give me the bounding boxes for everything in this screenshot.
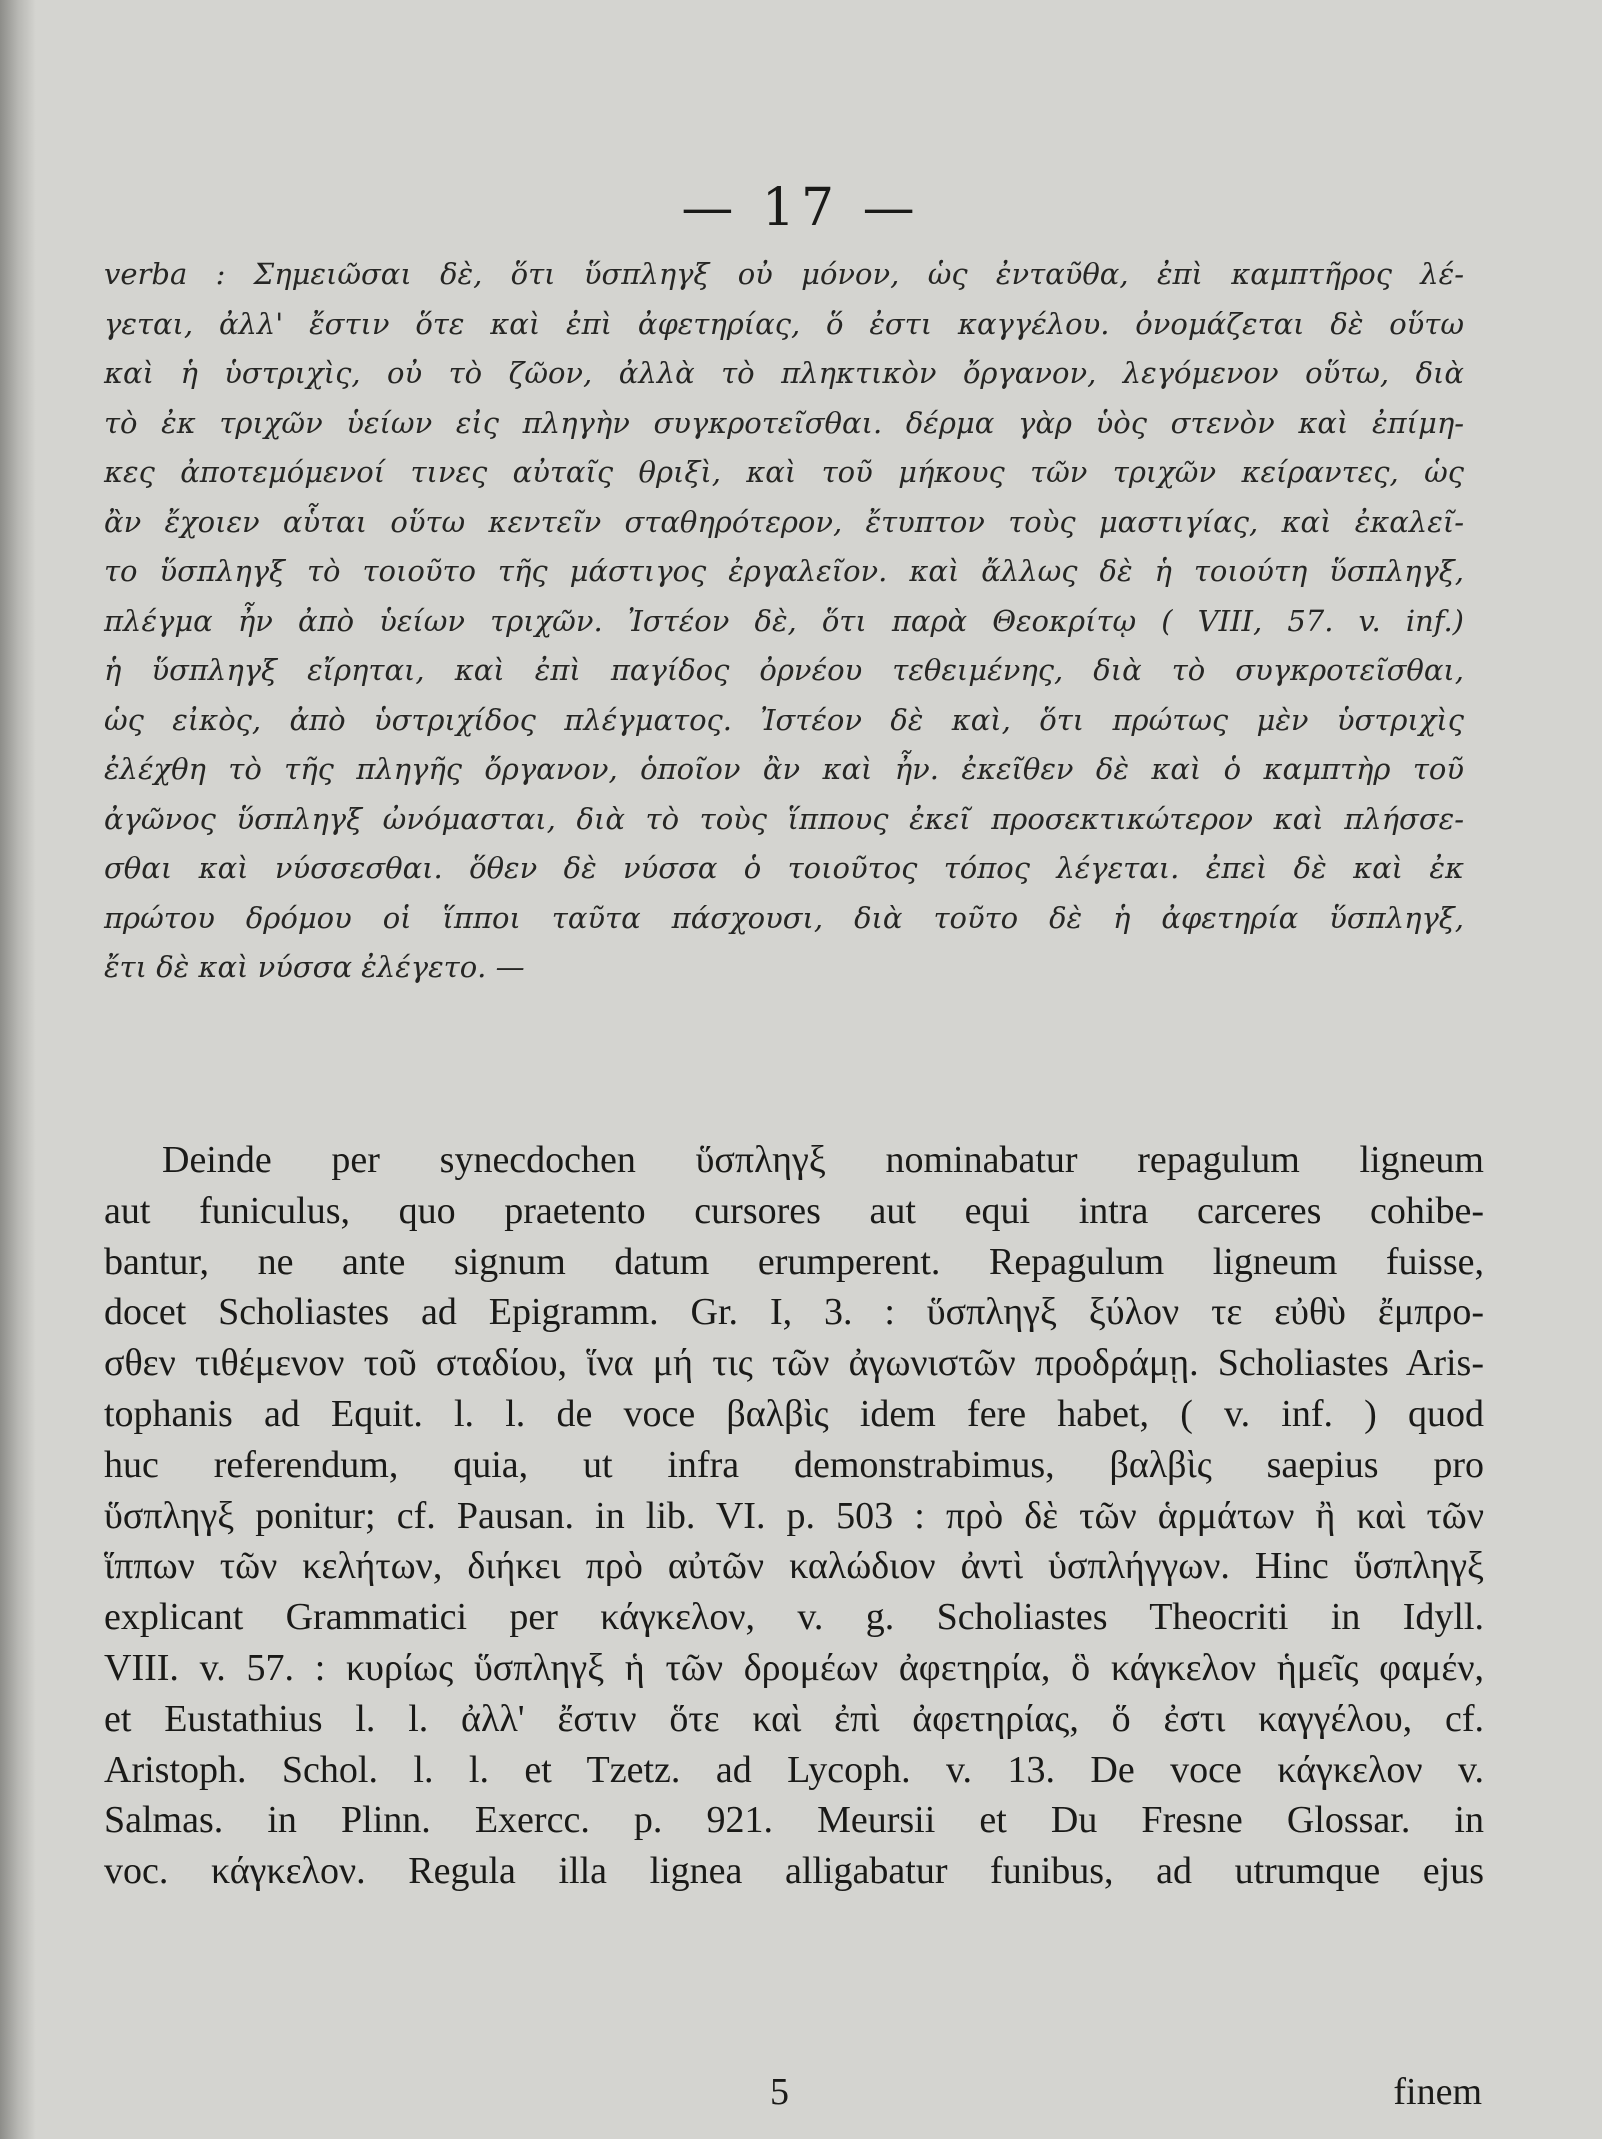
latin-line: explicant Grammatici per κάγκελον, v. g. Scholiastes Theocriti in Idyll.	[104, 1596, 1484, 1639]
signature-mark: 5	[770, 2071, 789, 2113]
greek-line: verba : Σημειῶσαι δὲ, ὅτι ὕσπληγξ οὐ μόνον, ὡς ἐνταῦθα, ἐπὶ καμπτῆρος λέ-	[104, 257, 1464, 291]
latin-line: ὕσπληγξ ponitur; cf. Pausan. in lib. VI. p. 503 : πρὸ δὲ τῶν ἁρμάτων ἢ καὶ τῶν	[104, 1494, 1484, 1537]
greek-scholium-block	[104, 250, 1464, 993]
greek-line: κες ἀποτεμόμενοί τινες αὐταῖς θριξὶ, καὶ τοῦ μήκους τῶν τριχῶν κείραντες, ὡς	[104, 455, 1464, 489]
greek-line: πλέγμα ἦν ἀπὸ ὑείων τριχῶν. Ἰστέον δὲ, ὅτι παρὰ Θεοκρίτῳ ( VIII, 57. v. inf.)	[104, 603, 1464, 638]
greek-line: ἂν ἔχοιεν αὗται οὕτω κεντεῖν σταθηρότερον, ἔτυπτον τοὺς μαστιγίας, καὶ ἐκαλεῖ-	[104, 504, 1464, 539]
greek-line: ἡ ὕσπληγξ εἴρηται, καὶ ἐπὶ παγίδος ὀρνέου τεθειμένης, διὰ τὸ συγκροτεῖσθαι,	[104, 653, 1464, 687]
greek-line: καὶ ἡ ὑστριχὶς, οὐ τὸ ζῶον, ἀλλὰ τὸ πληκτικὸν ὄργανον, λεγόμενον οὕτω, διὰ	[104, 356, 1464, 390]
latin-line: docet Scholiastes ad Epigramm. Gr. I, 3. : ὕσπληγξ ξύλον τε εὐθὺ ἔμπρο-	[104, 1291, 1484, 1334]
greek-line: ἐλέχθη τὸ τῆς πληγῆς ὄργανον, ὁποῖον ἂν καὶ ἦν. ἐκεῖθεν δὲ καὶ ὁ καμπτὴρ τοῦ	[104, 752, 1464, 786]
greek-line: ἔτι δὲ καὶ νύσσα ἐλέγετο. —	[104, 950, 525, 984]
latin-line: tophanis ad Equit. l. l. de voce βαλβὶς idem fere habet, ( v. inf. ) quod	[104, 1392, 1484, 1435]
latin-line: Salmas. in Plinn. Exercc. p. 921. Meursii et Du Fresne Glossar. in	[104, 1799, 1484, 1842]
latin-line: Deinde per synecdochen ὕσπληγξ nominabatur repagulum ligneum	[162, 1139, 1484, 1181]
page-footer	[0, 2070, 1602, 2120]
greek-line: σθαι καὶ νύσσεσθαι. ὅθεν δὲ νύσσα ὁ τοιοῦτος τόπος λέγεται. ἐπεὶ δὲ καὶ ἐκ	[104, 851, 1464, 885]
catchword: finem	[1393, 2071, 1482, 2113]
latin-line: huc referendum, quia, ut infra demonstrabimus, βαλβὶς saepius pro	[104, 1443, 1484, 1486]
greek-line: το ὕσπληγξ τὸ τοιοῦτο τῆς μάστιγος ἐργαλεῖον. καὶ ἄλλως δὲ ἡ τοιούτη ὕσπληγξ,	[104, 554, 1464, 588]
latin-line: aut funiculus, quo praetento cursores aut equi intra carceres cohibe-	[104, 1189, 1484, 1232]
latin-line: σθεν τιθέμενον τοῦ σταδίου, ἵνα μή τις τῶν ἀγωνιστῶν προδράμῃ. Scholiastes Aris-	[104, 1342, 1484, 1385]
latin-line: voc. κάγκελον. Regula illa lignea alligabatur funibus, ad utrumque ejus	[104, 1850, 1484, 1893]
greek-line: τὸ ἐκ τριχῶν ὑείων εἰς πληγὴν συγκροτεῖσθαι. δέρμα γὰρ ὑὸς στενὸν καὶ ἐπίμη-	[104, 405, 1464, 440]
latin-paragraph	[104, 1135, 1484, 1897]
latin-line: bantur, ne ante signum datum erumperent. Repagulum ligneum fuisse,	[104, 1240, 1484, 1283]
greek-line: γεται, ἀλλ' ἔστιν ὅτε καὶ ἐπὶ ἀφετηρίας, ὅ ἐστι καγγέλου. ὀνομάζεται δὲ οὕτω	[104, 306, 1464, 341]
page-number: — 17 —	[681, 178, 921, 238]
latin-line: Aristoph. Schol. l. l. et Tzetz. ad Lycoph. v. 13. De voce κάγκελον v.	[104, 1748, 1484, 1791]
greek-line: ἀγῶνος ὕσπληγξ ὠνόμασται, διὰ τὸ τοὺς ἵππους ἐκεῖ προσεκτικώτερον καὶ πλήσσε-	[104, 801, 1464, 836]
greek-line: ὡς εἰκὸς, ἀπὸ ὑστριχίδος πλέγματος. Ἰστέον δὲ καὶ, ὅτι πρώτως μὲν ὑστριχὶς	[104, 702, 1464, 737]
latin-line: ἵππων τῶν κελήτων, διήκει πρὸ αὐτῶν καλώδιον ἀντὶ ὑσπλήγγων. Hinc ὕσπληγξ	[104, 1545, 1484, 1588]
latin-line: et Eustathius l. l. ἀλλ' ἔστιν ὅτε καὶ ἐπὶ ἀφετηρίας, ὅ ἐστι καγγέλου, cf.	[104, 1697, 1484, 1740]
greek-line: πρώτου δρόμου οἱ ἵπποι ταῦτα πάσχουσι, διὰ τοῦτο δὲ ἡ ἀφετηρία ὕσπληγξ,	[104, 900, 1464, 935]
latin-line: VIII. v. 57. : κυρίως ὕσπληγξ ἡ τῶν δρομέων ἀφετηρία, ὃ κάγκελον ἡμεῖς φαμέν,	[104, 1646, 1484, 1689]
page-gutter-shadow	[0, 0, 36, 2139]
